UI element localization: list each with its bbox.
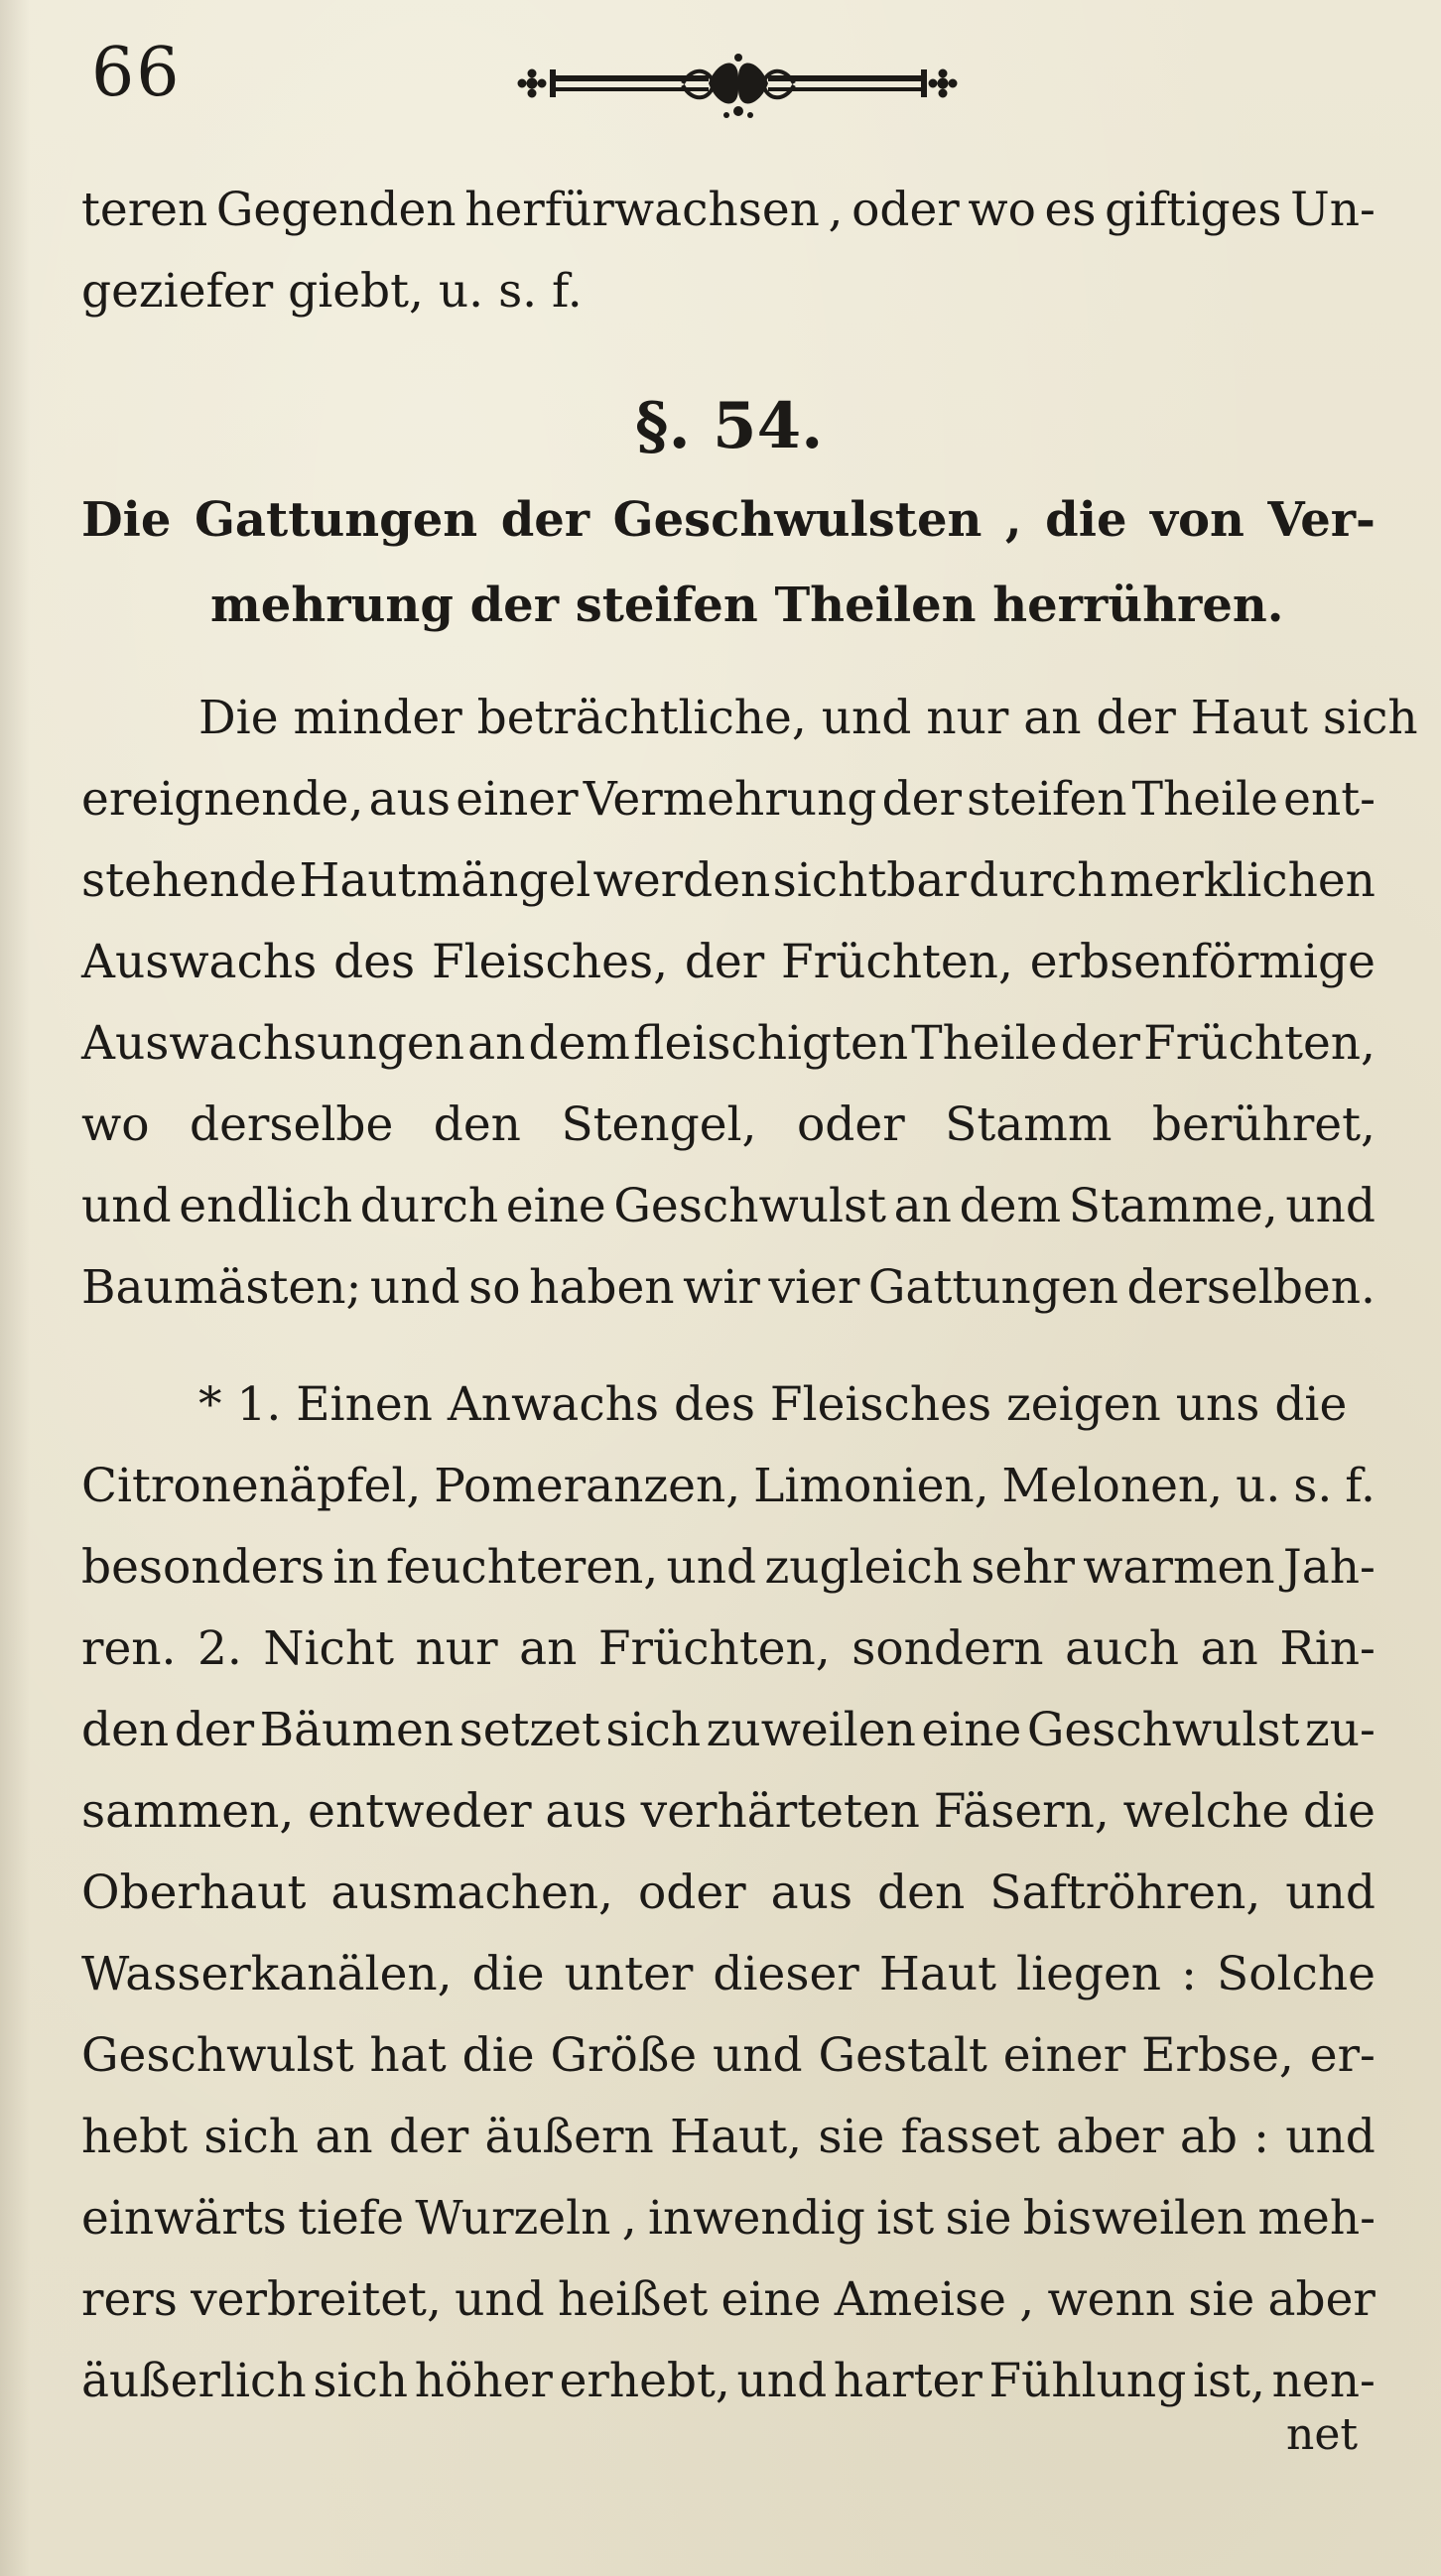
section-title-line: Die Gattungen der Geschwulsten , die von Ver- xyxy=(81,492,1376,548)
paragraph-line: Geschwulst hat die Größe und Gestalt einer Erbse, er- xyxy=(81,2028,1376,2083)
paragraph-line: Oberhaut ausmachen, oder aus den Saftröhren, und xyxy=(81,1866,1376,1920)
paragraph-line: Wasserkanälen, die unter dieser Haut liegen : Solche xyxy=(81,1947,1376,2001)
section-number: §. 54. xyxy=(635,389,824,463)
vine-ornament-icon xyxy=(514,52,963,121)
paragraph-line: hebt sich an der äußern Haut, sie fasset aber ab : und xyxy=(81,2110,1376,2164)
paragraph-line: * 1. Einen Anwachs des Fleisches zeigen uns die xyxy=(198,1377,1348,1432)
catchword: net xyxy=(1286,2409,1359,2460)
text-line: geziefer giebt, u. s. f. xyxy=(81,264,583,319)
paragraph-line: ereignende, aus einer Vermehrung der steifen Theile ent- xyxy=(81,772,1376,827)
paragraph-line: sammen, entweder aus verhärteten Fäsern, welche die xyxy=(81,1784,1376,1839)
paragraph-line: den der Bäumen setzet sich zuweilen eine Geschwulst zu- xyxy=(81,1703,1376,1757)
paragraph-line: einwärts tiefe Wurzeln , inwendig ist sie bisweilen meh- xyxy=(81,2191,1376,2246)
paragraph-line: Auswachs des Fleisches, der Früchten, erbsenförmige xyxy=(81,935,1376,989)
paragraph-line: Auswachsungen an dem fleischigten Theile der Früchten, xyxy=(81,1016,1376,1071)
paragraph-line: äußerlich sich höher erhebt, und harter Fühlung ist, nen- xyxy=(81,2354,1376,2408)
paragraph-line: stehende Hautmängel werden sichtbar durch merklichen xyxy=(81,853,1376,908)
paragraph-line: und endlich durch eine Geschwulst an dem Stamme, und xyxy=(81,1179,1376,1233)
paragraph-line: rers verbreitet, und heißet eine Ameise , wenn sie aber xyxy=(81,2272,1376,2327)
section-title-line: mehrung der steifen Theilen herrühren. xyxy=(210,578,1284,633)
paragraph-line: wo derselbe den Stengel, oder Stamm berühret, xyxy=(81,1097,1376,1152)
paragraph-line: besonders in feuchteren, und zugleich sehr warmen Jah- xyxy=(81,1540,1376,1595)
page-number: 66 xyxy=(91,34,182,112)
paragraph-line: Citronenäpfel, Pomeranzen, Limonien, Melonen, u. s. f. xyxy=(81,1459,1376,1513)
paragraph-line: ren. 2. Nicht nur an Früchten, sondern auch an Rin- xyxy=(81,1621,1376,1676)
text-line: teren Gegenden herfürwachsen , oder wo es giftiges Un- xyxy=(81,183,1376,237)
paragraph-line: Die minder beträchtliche, und nur an der Haut sich xyxy=(198,691,1418,745)
paragraph-line: Baumästen; und so haben wir vier Gattungen derselben. xyxy=(81,1260,1376,1315)
binding-shadow xyxy=(0,0,30,2576)
